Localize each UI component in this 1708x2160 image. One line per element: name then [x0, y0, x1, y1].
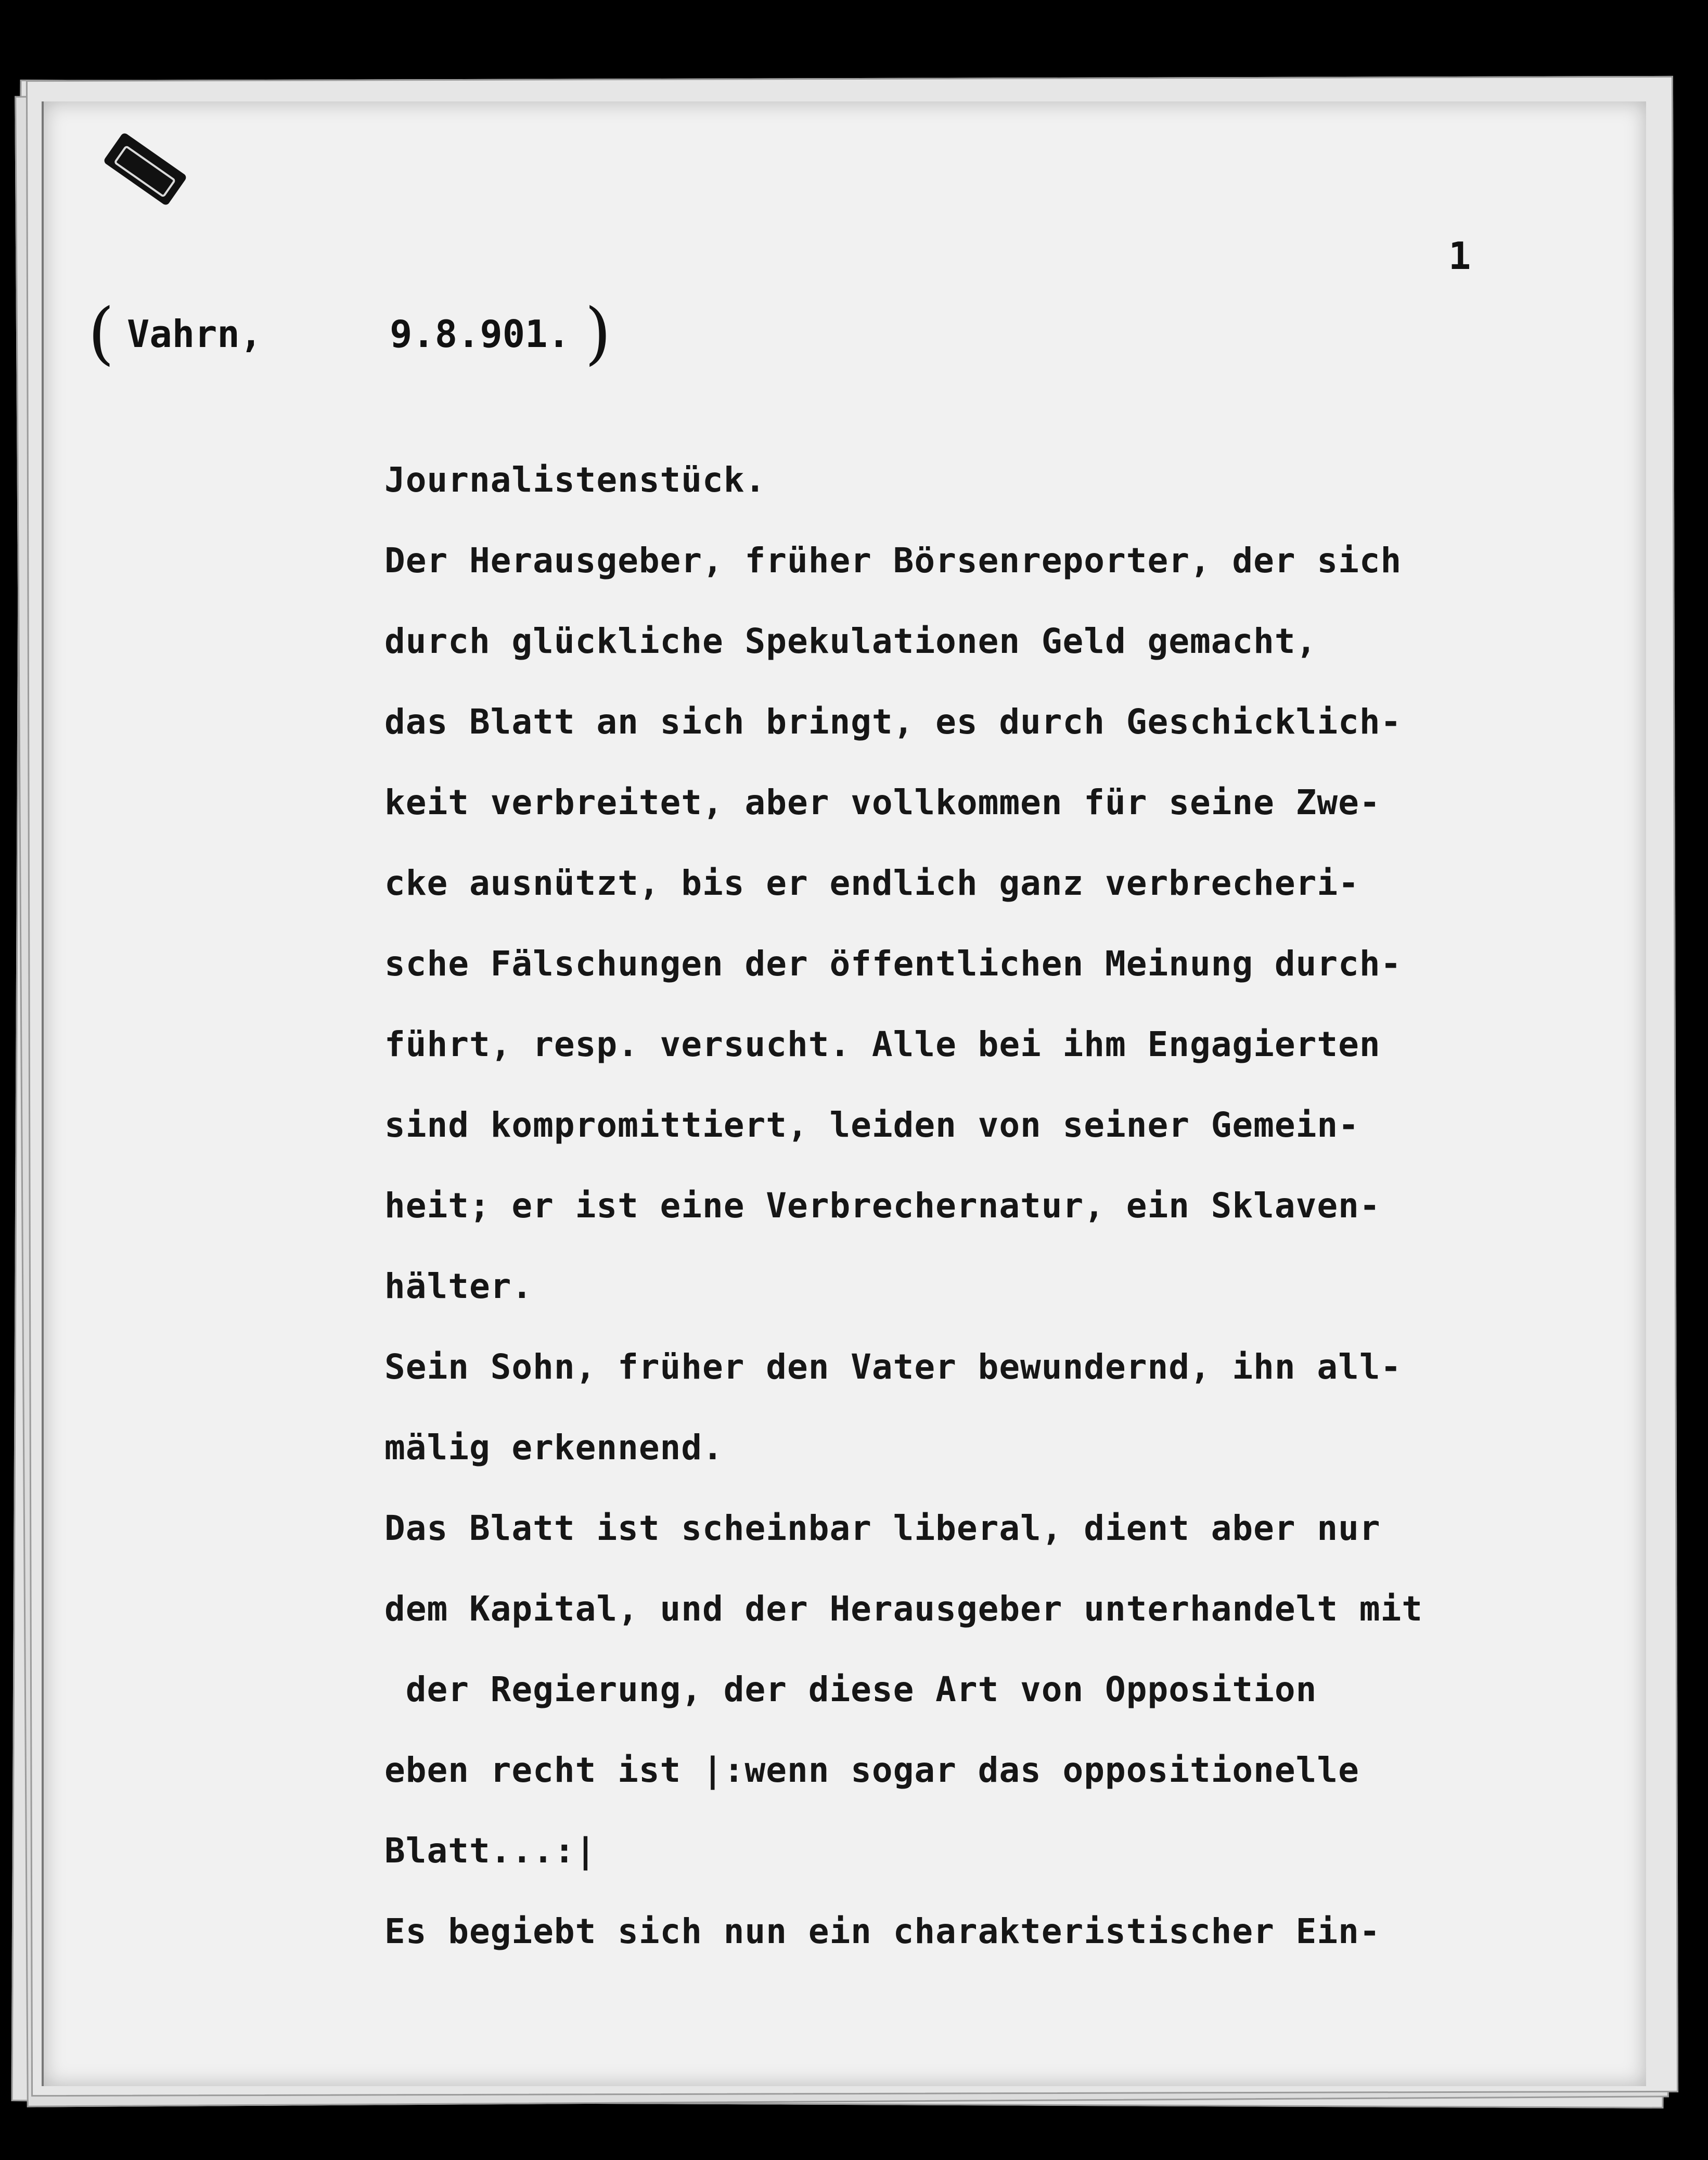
typescript-page [42, 101, 1646, 2086]
text-line: keit verbreitet, aber vollkommen für seine Zwe- [384, 782, 1381, 822]
archive-stamp [102, 132, 187, 206]
text-line: das Blatt an sich bringt, es durch Geschicklich- [384, 702, 1402, 742]
text-line: der Regierung, der diese Art von Opposition [384, 1669, 1317, 1709]
page-number: 1 [1448, 234, 1471, 278]
text-line: eben recht ist |:wenn sogar das oppositionelle [384, 1750, 1359, 1790]
place-name: Vahrn, [127, 312, 263, 356]
paren-close: ) [585, 293, 611, 372]
text-line: Es begiebt sich nun ein charakteristischer Ein- [384, 1911, 1381, 1951]
text-line: cke ausnützt, bis er endlich ganz verbrecheri- [384, 863, 1359, 903]
text-line: führt, resp. versucht. Alle bei ihm Engagierten [384, 1024, 1381, 1064]
text-line: Sein Sohn, früher den Vater bewundernd, ihn all- [384, 1347, 1402, 1387]
paren-open: ( [88, 293, 114, 372]
text-line: sche Fälschungen der öffentlichen Meinung durch- [384, 944, 1402, 984]
text-line: dem Kapital, und der Herausgeber unterhandelt mit [384, 1589, 1423, 1629]
text-line: durch glückliche Spekulationen Geld gemacht, [384, 621, 1317, 661]
text-line: Blatt...:| [384, 1831, 597, 1871]
date: 9.8.901. [390, 312, 570, 356]
text-line: heit; er ist eine Verbrechernatur, ein Sklaven- [384, 1186, 1381, 1226]
text-line: hälter. [384, 1266, 533, 1306]
text-line: Das Blatt ist scheinbar liberal, dient aber nur [384, 1508, 1381, 1548]
text-line: mälig erkennend. [384, 1428, 724, 1468]
body-text [384, 440, 1623, 1972]
document-title: Journalistenstück. [384, 460, 766, 500]
text-line: Der Herausgeber, früher Börsenreporter, der sich [384, 541, 1402, 581]
text-line: sind kompromittiert, leiden von seiner Gemein- [384, 1105, 1359, 1145]
